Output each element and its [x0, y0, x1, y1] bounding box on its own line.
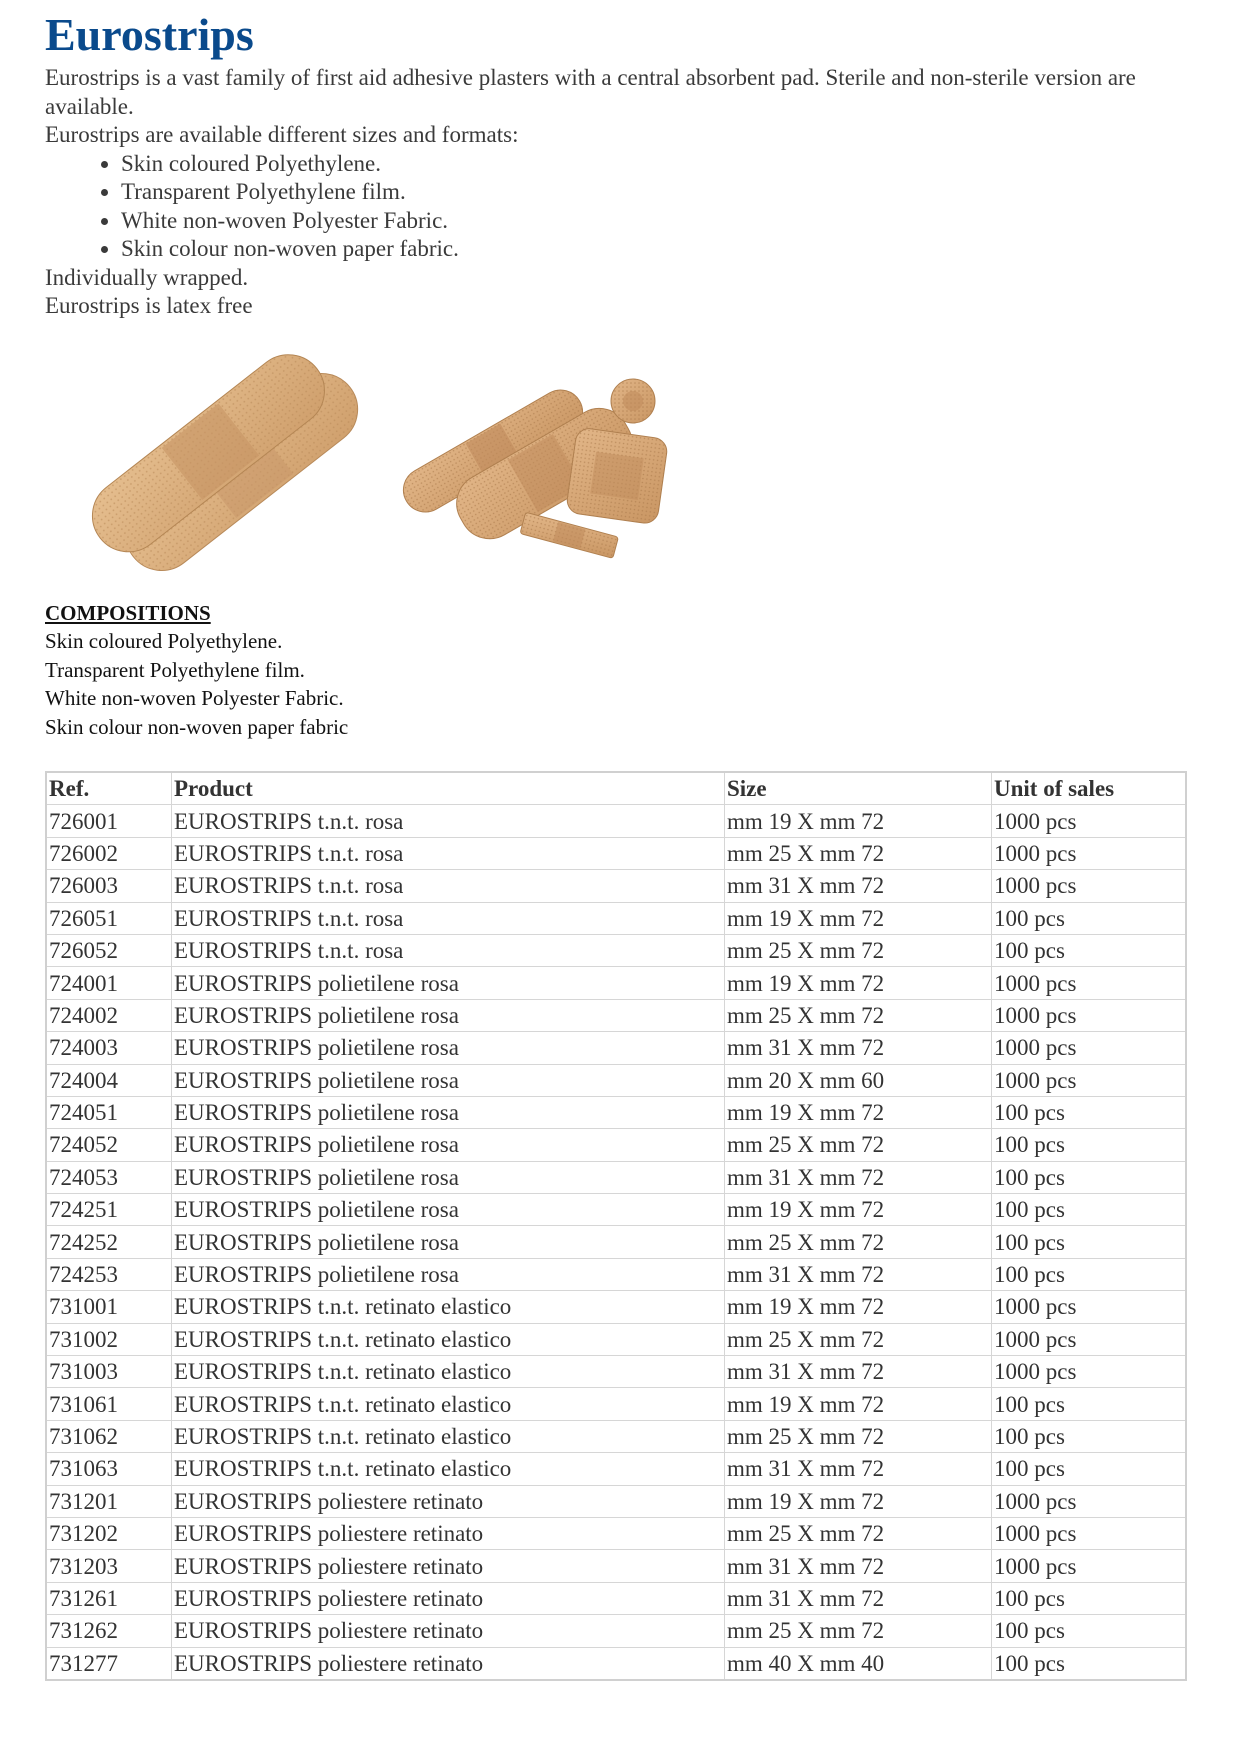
cell-size: mm 20 X mm 60 [725, 1064, 992, 1096]
composition-item: Transparent Polyethylene film. [45, 657, 305, 682]
document-page [45, 0, 1205, 1681]
cell-unit-of-sales: 1000 pcs [992, 1517, 1187, 1549]
intro-section [45, 64, 1205, 321]
cell-ref: 731062 [46, 1420, 172, 1452]
cell-ref: 724253 [46, 1258, 172, 1290]
cell-product: EUROSTRIPS polietilene rosa [172, 1129, 725, 1161]
cell-unit-of-sales: 100 pcs [992, 1096, 1187, 1128]
table-row [46, 1388, 1186, 1420]
table-row [46, 1032, 1186, 1064]
cell-size: mm 25 X mm 72 [725, 934, 992, 966]
cell-size: mm 25 X mm 72 [725, 1226, 992, 1258]
cell-ref: 731203 [46, 1550, 172, 1582]
cell-unit-of-sales: 100 pcs [992, 934, 1187, 966]
cell-ref: 731277 [46, 1647, 172, 1680]
latex-note: Eurostrips is latex free [45, 293, 253, 318]
cell-unit-of-sales: 1000 pcs [992, 837, 1187, 869]
cell-unit-of-sales: 100 pcs [992, 1615, 1187, 1647]
cell-product: EUROSTRIPS t.n.t. retinato elastico [172, 1420, 725, 1452]
table-row [46, 1161, 1186, 1193]
cell-size: mm 31 X mm 72 [725, 1258, 992, 1290]
cell-size: mm 25 X mm 72 [725, 1517, 992, 1549]
product-table [45, 771, 1187, 1681]
cell-size: mm 19 X mm 72 [725, 805, 992, 837]
cell-product: EUROSTRIPS t.n.t. retinato elastico [172, 1453, 725, 1485]
cell-size: mm 31 X mm 72 [725, 1032, 992, 1064]
composition-item: Skin coloured Polyethylene. [45, 629, 283, 653]
product-images [45, 331, 1205, 593]
cell-product: EUROSTRIPS t.n.t. rosa [172, 837, 725, 869]
table-row [46, 1291, 1186, 1323]
table-row [46, 1453, 1186, 1485]
page-title: Eurostrips [45, 9, 254, 60]
cell-product: EUROSTRIPS polietilene rosa [172, 1258, 725, 1290]
cell-size: mm 31 X mm 72 [725, 870, 992, 902]
cell-ref: 724001 [46, 967, 172, 999]
cell-size: mm 31 X mm 72 [725, 1453, 992, 1485]
cell-size: mm 25 X mm 72 [725, 837, 992, 869]
table-row [46, 1517, 1186, 1549]
table-row [46, 837, 1186, 869]
cell-size: mm 31 X mm 72 [725, 1356, 992, 1388]
cell-product: EUROSTRIPS t.n.t. retinato elastico [172, 1291, 725, 1323]
cell-ref: 731201 [46, 1485, 172, 1517]
cell-ref: 731001 [46, 1291, 172, 1323]
cell-size: mm 25 X mm 72 [725, 1323, 992, 1355]
table-row [46, 1258, 1186, 1290]
cell-ref: 731262 [46, 1615, 172, 1647]
header-ref: Ref. [46, 772, 172, 805]
cell-ref: 731061 [46, 1388, 172, 1420]
cell-unit-of-sales: 100 pcs [992, 1453, 1187, 1485]
cell-product: EUROSTRIPS t.n.t. rosa [172, 870, 725, 902]
cell-ref: 724252 [46, 1226, 172, 1258]
cell-size: mm 31 X mm 72 [725, 1582, 992, 1614]
table-row [46, 902, 1186, 934]
cell-unit-of-sales: 1000 pcs [992, 805, 1187, 837]
table-row [46, 1582, 1186, 1614]
cell-ref: 724004 [46, 1064, 172, 1096]
cell-unit-of-sales: 100 pcs [992, 1226, 1187, 1258]
cell-product: EUROSTRIPS polietilene rosa [172, 1194, 725, 1226]
cell-ref: 731063 [46, 1453, 172, 1485]
cell-product: EUROSTRIPS t.n.t. rosa [172, 805, 725, 837]
intro-paragraph: Eurostrips is a vast family of first aid adhesive plasters with a central absorbent pad. Sterile and non-sterile version are available. [45, 65, 1136, 119]
formats-list-item: • White non-woven Polyester Fabric. [121, 207, 1205, 236]
table-body [46, 805, 1186, 1680]
cell-unit-of-sales: 100 pcs [992, 1582, 1187, 1614]
cell-ref: 724051 [46, 1096, 172, 1128]
cell-unit-of-sales: 100 pcs [992, 1161, 1187, 1193]
cell-ref: 726002 [46, 837, 172, 869]
cell-size: mm 40 X mm 40 [725, 1647, 992, 1680]
table-row [46, 934, 1186, 966]
cell-size: mm 19 X mm 72 [725, 902, 992, 934]
cell-size: mm 19 X mm 72 [725, 1388, 992, 1420]
header-product: Product [172, 772, 725, 805]
cell-product: EUROSTRIPS poliestere retinato [172, 1582, 725, 1614]
cell-unit-of-sales: 1000 pcs [992, 1032, 1187, 1064]
cell-size: mm 25 X mm 72 [725, 1615, 992, 1647]
cell-size: mm 25 X mm 72 [725, 1420, 992, 1452]
cell-unit-of-sales: 1000 pcs [992, 1291, 1187, 1323]
formats-list-item: • Transparent Polyethylene film. [121, 178, 1205, 207]
cell-product: EUROSTRIPS t.n.t. rosa [172, 902, 725, 934]
cell-ref: 724003 [46, 1032, 172, 1064]
table-row [46, 1064, 1186, 1096]
cell-unit-of-sales: 100 pcs [992, 902, 1187, 934]
table-row [46, 1194, 1186, 1226]
table-row [46, 1615, 1186, 1647]
cell-ref: 731002 [46, 1323, 172, 1355]
cell-product: EUROSTRIPS t.n.t. rosa [172, 934, 725, 966]
cell-ref: 726003 [46, 870, 172, 902]
composition-item: White non-woven Polyester Fabric. [45, 686, 344, 710]
cell-size: mm 19 X mm 72 [725, 1291, 992, 1323]
cell-product: EUROSTRIPS poliestere retinato [172, 1550, 725, 1582]
cell-ref: 724052 [46, 1129, 172, 1161]
cell-ref: 726001 [46, 805, 172, 837]
cell-unit-of-sales: 100 pcs [992, 1194, 1187, 1226]
cell-ref: 724053 [46, 1161, 172, 1193]
cell-ref: 726051 [46, 902, 172, 934]
cell-unit-of-sales: 100 pcs [992, 1420, 1187, 1452]
table-row [46, 1420, 1186, 1452]
table-row [46, 805, 1186, 837]
cell-size: mm 19 X mm 72 [725, 1485, 992, 1517]
cell-product: EUROSTRIPS polietilene rosa [172, 1032, 725, 1064]
cell-product: EUROSTRIPS poliestere retinato [172, 1647, 725, 1680]
cell-unit-of-sales: 1000 pcs [992, 1356, 1187, 1388]
cell-product: EUROSTRIPS polietilene rosa [172, 1064, 725, 1096]
table-row [46, 1550, 1186, 1582]
cell-product: EUROSTRIPS polietilene rosa [172, 1096, 725, 1128]
cell-unit-of-sales: 1000 pcs [992, 1485, 1187, 1517]
table-row [46, 1096, 1186, 1128]
cell-size: mm 25 X mm 72 [725, 1129, 992, 1161]
cell-unit-of-sales: 1000 pcs [992, 999, 1187, 1031]
cell-ref: 726052 [46, 934, 172, 966]
cell-unit-of-sales: 1000 pcs [992, 1323, 1187, 1355]
plaster-pair-image [75, 331, 365, 593]
cell-ref: 731261 [46, 1582, 172, 1614]
cell-product: EUROSTRIPS poliestere retinato [172, 1517, 725, 1549]
table-row [46, 1129, 1186, 1161]
table-row [46, 1226, 1186, 1258]
intro-formats-heading: Eurostrips are available different sizes and formats: [45, 122, 519, 147]
cell-product: EUROSTRIPS t.n.t. retinato elastico [172, 1388, 725, 1420]
cell-unit-of-sales: 100 pcs [992, 1388, 1187, 1420]
cell-unit-of-sales: 100 pcs [992, 1258, 1187, 1290]
cell-product: EUROSTRIPS t.n.t. retinato elastico [172, 1323, 725, 1355]
cell-product: EUROSTRIPS polietilene rosa [172, 999, 725, 1031]
table-row [46, 1323, 1186, 1355]
formats-list [45, 150, 1205, 264]
cell-unit-of-sales: 1000 pcs [992, 870, 1187, 902]
cell-unit-of-sales: 1000 pcs [992, 1064, 1187, 1096]
cell-product: EUROSTRIPS t.n.t. retinato elastico [172, 1356, 725, 1388]
formats-list-item: • Skin colour non-woven paper fabric. [121, 235, 1205, 264]
formats-list-item: • Skin coloured Polyethylene. [121, 150, 1205, 179]
composition-item: Skin colour non-woven paper fabric [45, 714, 349, 739]
plaster-assortment-image [393, 361, 743, 571]
cell-ref: 724002 [46, 999, 172, 1031]
table-row [46, 870, 1186, 902]
compositions-section [45, 599, 1205, 742]
cell-size: mm 25 X mm 72 [725, 999, 992, 1031]
cell-product: EUROSTRIPS polietilene rosa [172, 1226, 725, 1258]
cell-unit-of-sales: 100 pcs [992, 1129, 1187, 1161]
table-row [46, 1485, 1186, 1517]
cell-product: EUROSTRIPS poliestere retinato [172, 1485, 725, 1517]
cell-size: mm 19 X mm 72 [725, 1096, 992, 1128]
cell-unit-of-sales: 1000 pcs [992, 967, 1187, 999]
wrapped-note: Individually wrapped. [45, 264, 249, 290]
cell-size: mm 19 X mm 72 [725, 1194, 992, 1226]
cell-product: EUROSTRIPS poliestere retinato [172, 1615, 725, 1647]
table-row [46, 967, 1186, 999]
cell-size: mm 31 X mm 72 [725, 1550, 992, 1582]
table-row [46, 999, 1186, 1031]
cell-product: EUROSTRIPS polietilene rosa [172, 967, 725, 999]
cell-ref: 731202 [46, 1517, 172, 1549]
cell-product: EUROSTRIPS polietilene rosa [172, 1161, 725, 1193]
cell-unit-of-sales: 1000 pcs [992, 1550, 1187, 1582]
table-header-row [46, 772, 1186, 805]
cell-ref: 724251 [46, 1194, 172, 1226]
cell-size: mm 31 X mm 72 [725, 1161, 992, 1193]
cell-ref: 731003 [46, 1356, 172, 1388]
table-row [46, 1647, 1186, 1680]
cell-unit-of-sales: 100 pcs [992, 1647, 1187, 1680]
cell-size: mm 19 X mm 72 [725, 967, 992, 999]
compositions-title: COMPOSITIONS [45, 600, 211, 625]
table-row [46, 1356, 1186, 1388]
header-unit-of-sales: Unit of sales [992, 772, 1187, 805]
header-size: Size [725, 772, 992, 805]
